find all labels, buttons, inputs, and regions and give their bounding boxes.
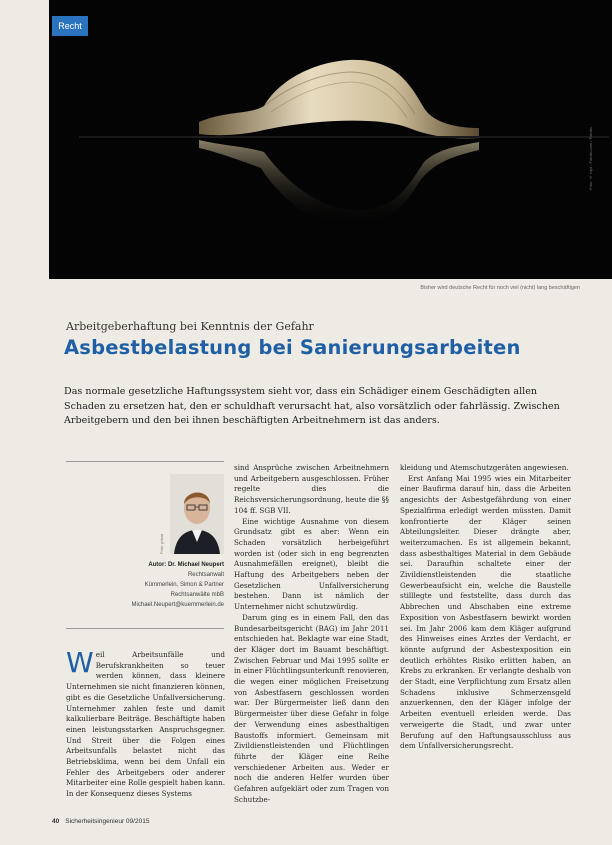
- page-footer: [52, 818, 149, 825]
- intro-paragraph: Das normale gesetzliche Haftungssystem sieht vor, dass ein Schädiger einem Geschädigten allen Schaden zu ersetzen hat, den er schuldhaft verursacht hat, also vorsätzlich oder fahrlässig. Zwischen Arbeitgebern und den bei ihnen beschäftigten Arbeitnehmern ist das anders.: [64, 386, 560, 426]
- section-badge: Recht: [52, 16, 88, 36]
- author-line: Rechtsanwälte mbB: [170, 592, 224, 598]
- portrait-credit: Foto: privat: [159, 533, 164, 554]
- page-number: 40: [52, 818, 60, 825]
- divider-bottom: [66, 628, 224, 629]
- author-line: Kümmerlein, Simon & Partner: [144, 582, 224, 588]
- drop-cap: W: [66, 646, 94, 679]
- kicker: Arbeitgeberhaftung bei Kenntnis der Gefahr: [66, 320, 314, 333]
- paragraph: Eine wichtige Ausnahme von diesem Grundsatz gibt es aber: Wenn ein Schaden vorsätzlich herbeigeführt worden ist (oder sich in eng begrenzten Ausnahmefällen ereignet), bleibt die Haftung des Arbeitgebers neben der Gesetzlichen Unfallversicherung bestehen. Dann ist nämlich der Unternehmer nicht schutzwürdig.: [234, 516, 389, 612]
- hero-image: [49, 0, 612, 279]
- author-box: [66, 560, 224, 610]
- author-line: Rechtsanwalt: [187, 572, 224, 578]
- column-2: [234, 463, 389, 806]
- column-3: [400, 463, 571, 752]
- author-name: Autor: Dr. Michael Neupert: [148, 562, 224, 568]
- author-portrait: [170, 474, 224, 554]
- paragraph: kleidung und Atemschutzgeräten angewiesen.: [400, 463, 569, 472]
- paragraph: sind Ansprüche zwischen Arbeitnehmern und Arbeitgebern ausgeschlossen. Früher regelte dies die Reichsversicherungsordnung, heute die §§ 104 ff. SGB VII.: [234, 463, 389, 515]
- divider-top: [66, 461, 224, 462]
- hero-caption: Bisher wird deutsche Recht für noch viel (nicht) lang beschäftigen: [420, 285, 580, 291]
- column-1-text: eil Arbeitsunfälle und Berufskrankheiten so teuer werden können, dass kleinere Unternehmen sie nicht finanzieren können, gibt es die Gesetzliche Unfallversicherung. Unternehmer zahlen feste und damit kalkulierbare Beiträge. Beschäftigte haben einen leistungsstarken Anspruchsgegner. Und Streit über die Folgen eines Arbeitsunfalls belastet nicht das Betriebsklima, wenn bei dem Unfall ein Fehler des Arbeitgebers oder anderer Mitarbeiter eine Rolle gespielt haben kann. In der Konsequenz dieses Systems: [66, 650, 225, 799]
- paragraph: Erst Anfang Mai 1995 wies ein Mitarbeiter einer Baufirma darauf hin, dass die Arbeiten angesichts der Asbestgefährdung von einer Spezialfirma erledigt werden müssten. Damit konfrontierte der Kläger seinen Abteilungsleiter. Dieser drängte aber, weiterzumachen. Es ist allgemein bekannt, dass asbesthaltiges Material in dem Gebäude sei. Daraufhin schaltete einer der Zivildienstleistenden die staatliche Gewerbeaufsicht ein, welche die Baustelle stilllegte und feststellte, dass durch das Abbrechen und Abschaben eine extreme Exposition von Asbestfasern bewirkt worden sei. Im Jahr 2006 kam dem Kläger aufgrund des Hinweises eines Arztes der Verdacht, er könnte aufgrund der Asbestexposition ein deutlich erhöhtes Risiko erlitten haben, an Krebs zu erkranken. Er verlangte deshalb von der Stadt, eine Verpflichtung zum Ersatz allen Schadens inklusive Schmerzensgeld anzuerkennen, den der Kläger infolge der Arbeiten eventuell erleiden werde. Das verweigerte die Stadt, und zwar unter Berufung auf den Haftungsausschluss aus dem Unfallversicherungsrecht.: [400, 473, 571, 751]
- author-email[interactable]: Michael.Neupert@kuemmerlein.de: [131, 602, 224, 608]
- headline: Asbestbelastung bei Sanierungsarbeiten: [64, 336, 521, 359]
- photo-credit: Foto: © mpt - Fotolia.com / Fotolia: [588, 127, 593, 190]
- column-1: [66, 646, 225, 800]
- paragraph: Darum ging es in einem Fall, den das Bundesarbeitsgericht (BAG) im Jahr 2011 entschieden hat. Beklagte war eine Stadt, der Kläger dort im Bauamt beschäftigt. Zwischen Februar und Mai 1995 sollte er in einer Flüchtlingsunterkunft renovieren, die wegen einer möglichen Freisetzung von Asbestfasern geschlossen worden war. Der Bürgermeister ließ dann den Bürgermeister über diese Gefahr in folge der Verwendung eines asbesthaltigen Baustoffs informiert. Gemeinsam mit Zivildienstleistenden und Flüchtlingen führte der Kläger eine Reihe verschiedener Arbeiten aus. Weder er noch die anderen Helfer wurden über Gefahren aufgeklärt oder zum Tragen von Schutzbe-: [234, 612, 389, 804]
- open-book-photo: [49, 0, 612, 279]
- publication-name: Sicherheitsingenieur 09/2015: [65, 818, 150, 825]
